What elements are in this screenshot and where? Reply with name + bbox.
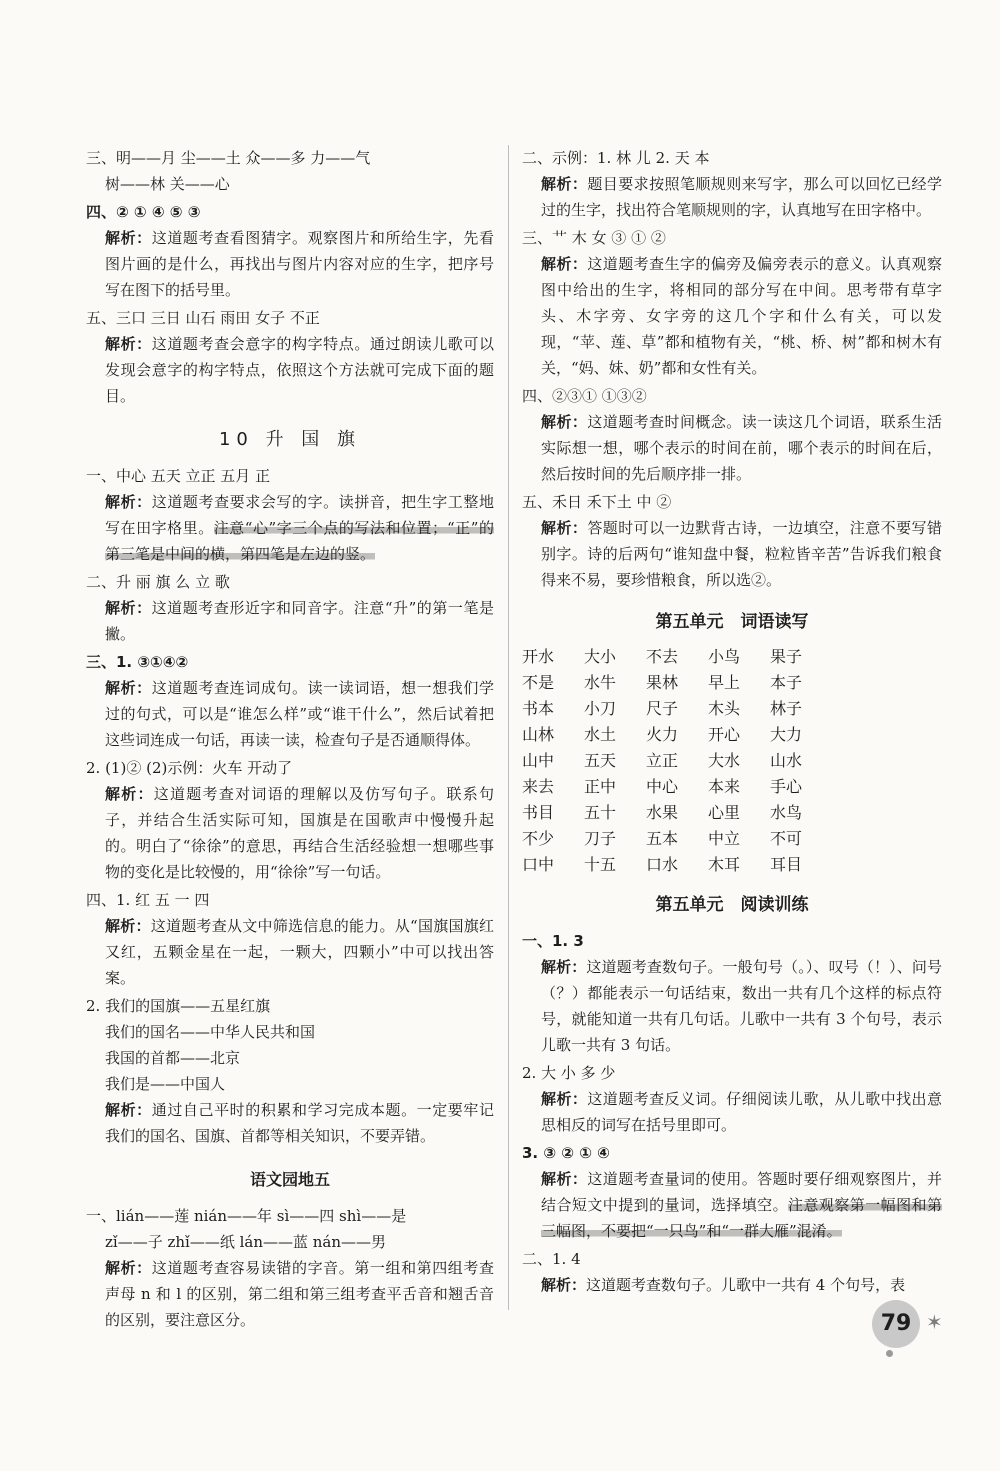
explanation: 解析：这道题考查会意字的构字特点。通过朗读儿歌可以发现会意字的构字特点，依照这个方法就可完成下面的题目。 <box>105 335 494 405</box>
word-cell: 书本 <box>522 699 555 718</box>
answer-3b: 树——林 关——心 <box>105 175 230 193</box>
word-cell: 本来 <box>708 777 741 796</box>
word-cell: 林子 <box>770 699 803 718</box>
answer-3-2: 2. (1)② (2)示例：火车 开动了 <box>86 759 293 777</box>
answer-3: 3. ③ ② ① ④ <box>522 1144 610 1162</box>
word-cell: 五天 <box>584 751 617 770</box>
word-cell: 山林 <box>522 725 555 744</box>
explanation: 解析：这道题考查看图猜字。观察图片和所给生字，先看图片画的是什么，再找出与图片内容对应的生字，把序号写在图下的括号里。 <box>105 229 494 299</box>
word-cell: 正中 <box>584 777 617 796</box>
explanation: 解析：这道题考查从文中筛选信息的能力。从“国旗国旗红又红，五颗金星在一起，一颗大，四颗小”中可以找出答案。 <box>105 917 494 987</box>
word-cell: 不是 <box>522 673 555 692</box>
answer-1: 一、中心 五天 立正 五月 正 <box>86 467 271 485</box>
word-cell: 尺子 <box>646 699 679 718</box>
explanation: 解析：这道题考查反义词。仔细阅读儿歌，从儿歌中找出意思相反的词写在括号里即可。 <box>541 1090 942 1134</box>
answer-4-2: 2. 我们的国旗——五星红旗 <box>86 997 271 1015</box>
word-cell: 不可 <box>770 829 803 848</box>
page-number-dot <box>886 1350 893 1357</box>
section-title: 语文园地五 <box>249 1170 330 1189</box>
word-cell: 口中 <box>522 855 555 874</box>
word-cell: 果林 <box>646 673 679 692</box>
word-cell: 不少 <box>522 829 555 848</box>
answer-2: 二、升 丽 旗 么 立 歌 <box>86 573 230 591</box>
unit-title: 第五单元 阅读训练 <box>655 895 809 915</box>
word-cell: 水牛 <box>584 673 617 692</box>
explanation: 解析：这道题考查时间概念。读一读这几个词语，联系生活实际想一想，哪个表示的时间在前，哪个表示的时间在后，然后按时间的先后顺序排一排。 <box>541 413 942 483</box>
answer-2-1: 二、1. 4 <box>522 1250 581 1268</box>
answer-line: 我们的国名——中华人民共和国 <box>105 1023 316 1041</box>
explanation: 解析：通过自己平时的积累和学习完成本题。一定要牢记我们的国名、国旗、首都等相关知识，不要弄错。 <box>105 1101 494 1145</box>
answer-4: 四、②③① ①③② <box>522 387 647 405</box>
word-cell: 小刀 <box>584 699 617 718</box>
word-cell: 刀子 <box>584 829 617 848</box>
explanation: 解析：这道题考查容易读错的字音。第一组和第四组考查声母 n 和 l 的区别，第二组和第三组考查平舌音和翘舌音的区别，要注意区分。 <box>105 1259 494 1329</box>
answer-1b: zǐ——子 zhǐ——纸 lán——蓝 nán——男 <box>105 1233 387 1251</box>
highlight: 注意“心”字三个点的写法和位置；“正”的第三笔是中间的横，第四笔是左边的竖。 <box>105 519 494 563</box>
answer-5: 五、禾日 禾下土 中 ② <box>522 493 672 511</box>
explanation: 解析：这道题考查要求会写的字。读拼音，把生字工整地写在田字格里。注意“心”字三个点的写法和位置；“正”的第三笔是中间的横，第四笔是左边的竖。 <box>105 493 494 563</box>
word-cell: 中心 <box>646 777 679 796</box>
right-column <box>522 143 942 1298</box>
answer-4: 四、② ① ④ ⑤ ③ <box>86 203 201 221</box>
word-cell: 木耳 <box>708 855 741 874</box>
answer-4: 四、1. 红 五 一 四 <box>86 891 210 909</box>
word-cell: 水鸟 <box>770 803 803 822</box>
explanation: 解析：这道题考查数句子。儿歌中一共有 4 个句号，表 <box>541 1276 906 1294</box>
explanation: 解析：答题时可以一边默背古诗，一边填空，注意不要写错别字。诗的后两句“谁知盘中餐，粒粒皆辛苦”告诉我们粮食得来不易，要珍惜粮食，所以选②。 <box>541 519 942 589</box>
word-cell: 口水 <box>646 855 679 874</box>
page-number: 79 <box>872 1300 920 1348</box>
word-cell: 大小 <box>584 647 617 666</box>
answer-1: 一、1. 3 <box>522 932 584 950</box>
word-cell: 木头 <box>708 699 741 718</box>
word-cell: 手心 <box>770 777 803 796</box>
word-cell: 早上 <box>708 673 741 692</box>
star-icon: ✶ <box>926 1310 943 1334</box>
answer-3: 三、艹 木 女 ③ ① ② <box>522 229 666 247</box>
answer-2: 二、示例：1. 林 儿 2. 天 本 <box>522 149 710 167</box>
lesson-title: 10 升 国 旗 <box>218 429 362 450</box>
explanation: 解析：这道题考查生字的偏旁及偏旁表示的意义。认真观察图中给出的生字，将相同的部分写在中间。思考带有草字头、木字旁、女字旁的这几个字和什么有关，可以发现，“苹、莲、草”都和植物有关，“桃、桥、树”都和树木有关，“妈、妹、奶”都和女性有关。 <box>541 255 942 377</box>
unit-title: 第五单元 词语读写 <box>655 612 809 632</box>
word-grid <box>522 645 942 876</box>
word-cell: 耳目 <box>770 855 803 874</box>
word-cell: 水果 <box>646 803 679 822</box>
explanation: 解析：这道题考查连词成句。读一读词语，想一想我们学过的句式，可以是“谁怎么样”或“谁干什么”，然后试着把这些词连成一句话，再读一读，检查句子是否通顺得体。 <box>105 679 494 749</box>
word-cell: 本子 <box>770 673 803 692</box>
explanation: 解析：这道题考查量词的使用。答题时要仔细观察图片，并结合短文中提到的量词，选择填空。注意观察第一幅图和第三幅图，不要把“一只鸟”和“一群大雁”混淆。 <box>541 1170 942 1240</box>
word-cell: 大水 <box>708 751 741 770</box>
answer-line: 我们是——中国人 <box>105 1075 226 1093</box>
word-cell: 来去 <box>522 777 555 796</box>
highlight: 注意观察第一幅图和第三幅图，不要把“一只鸟”和“一群大雁”混淆。 <box>541 1196 942 1240</box>
word-cell: 五本 <box>646 829 679 848</box>
word-cell: 不去 <box>646 647 679 666</box>
answer-line: 我国的首都——北京 <box>105 1049 241 1067</box>
explanation: 解析：这道题考查形近字和同音字。注意“升”的第一笔是撇。 <box>105 599 494 643</box>
word-cell: 水土 <box>584 725 617 744</box>
word-cell: 开心 <box>708 725 741 744</box>
word-cell: 书目 <box>522 803 555 822</box>
answer-5: 五、三口 三日 山石 雨田 女子 不正 <box>86 309 320 327</box>
word-cell: 立正 <box>646 751 679 770</box>
word-cell: 开水 <box>522 647 555 666</box>
answer-3: 三、明——月 尘——土 众——多 力——气 <box>86 149 371 167</box>
word-cell: 心里 <box>708 803 741 822</box>
answer-3: 三、1. ③①④② <box>86 653 189 671</box>
answer-1: 一、lián——莲 nián——年 sì——四 shì——是 <box>86 1207 407 1225</box>
word-cell: 十五 <box>584 855 617 874</box>
word-cell: 五十 <box>584 803 617 822</box>
word-cell: 果子 <box>770 647 803 666</box>
explanation: 解析：这道题考查对词语的理解以及仿写句子。联系句子，并结合生活实际可知，国旗是在国歌声中慢慢升起的。明白了“徐徐”的意思，再结合生活经验想一想哪些事物的变化是比较慢的，用“徐徐”写一句话。 <box>105 785 494 881</box>
word-cell: 小鸟 <box>708 647 741 666</box>
left-column <box>86 143 494 1333</box>
word-cell: 山水 <box>770 751 803 770</box>
explanation: 解析：这道题考查数句子。一般句号（。）、叹号（！）、问号（？）都能表示一句话结束，数出一共有几个这样的标点符号，就能知道一共有几句话。儿歌中一共有 3 个句号，表示儿歌一共有 3 句话。 <box>541 958 942 1054</box>
answer-2: 2. 大 小 多 少 <box>522 1064 616 1082</box>
word-cell: 山中 <box>522 751 555 770</box>
word-cell: 大力 <box>770 725 803 744</box>
word-cell: 火力 <box>646 725 679 744</box>
word-cell: 中立 <box>708 829 741 848</box>
explanation: 解析：题目要求按照笔顺规则来写字，那么可以回忆已经学过的生字，找出符合笔顺规则的字，认真地写在田字格中。 <box>541 175 942 219</box>
